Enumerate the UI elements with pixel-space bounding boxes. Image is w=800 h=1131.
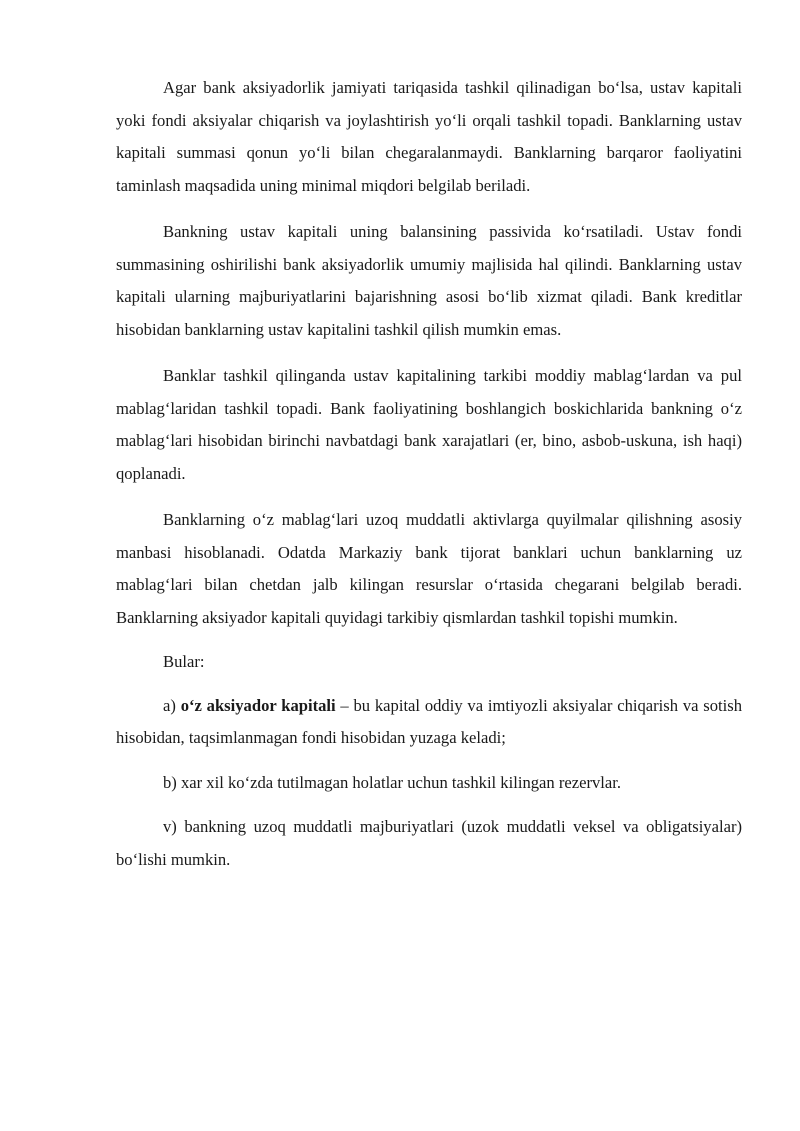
- list-item-b: b) xar xil ko‘zda tutilmagan holatlar uchun tashkil kilingan rezervlar.: [163, 772, 622, 792]
- list-item-a-prefix: a): [163, 695, 181, 715]
- paragraph-ustav-kapitali-passiv: Bankning ustav kapitali uning balansining passivida ko‘rsatiladi. Ustav fondi summasining oshirilishi bank aksiyadorlik umumiy majlisida hal qilindi. Banklarning ustav kapitali ularning majburiyatlarini bajarishning asosi bo‘lib xizmat qiladi. Bank kreditlar hisobidan banklarning ustav kapitalini tashkil qilish mumkin emas.: [116, 222, 742, 339]
- document-page: [116, 72, 742, 890]
- paragraph-oz-mablaglari: Banklarning o‘z mablag‘lari uzoq muddatli aktivlarga quyilmalar qilishning asosiy manbasi hisoblanadi. Odatda Markaziy bank tijorat banklari uchun banklarning uz mablag‘lari bilan chetdan jalb kilingan resurslar o‘rtasida chegarani belgilab beradi. Banklarning aksiyador kapitali quyidagi tarkibiy qismlardan tashkil topishi mumkin.: [116, 510, 742, 627]
- paragraph-bular: Bular:: [163, 652, 205, 671]
- paragraph-ustav-kapitali-tashkil: Agar bank aksiyadorlik jamiyati tariqasida tashkil qilinadigan bo‘lsa, ustav kapitali yoki fondi aksiyalar chiqarish va joylashtirish yo‘li orqali tashkil topadi. Banklarning ustav kapitali summasi qonun yo‘li bilan chegaralanmaydi. Banklarning barqaror faoliyatini taminlash maqsadida uning minimal miqdori belgilab beriladi.: [116, 78, 742, 195]
- list-item-a: [116, 690, 742, 755]
- list-item-v: v) bankning uzoq muddatli majburiyatlari (uzok muddatli veksel va obligatsiyalar) bo‘lishi mumkin.: [116, 817, 742, 869]
- paragraph-ustav-kapitali-tarkibi: Banklar tashkil qilinganda ustav kapitalining tarkibi moddiy mablag‘lardan va pul mablag‘laridan tashkil topadi. Bank faoliyatining boshlangich boskichlarida bankning o‘z mablag‘lari hisobidan birinchi navbatdagi bank xarajatlari (er, bino, asbob-uskuna, ish haqi) qoplanadi.: [116, 366, 742, 483]
- list-item-a-term: o‘z aksiyador kapitali: [180, 695, 336, 715]
- list-item-a-text: – bu kapital oddiy va imtiyozli aksiyalar chiqarish va sotish hisobidan, taqsimlanmagan fondi hisobidan yuzaga keladi;: [116, 695, 743, 747]
